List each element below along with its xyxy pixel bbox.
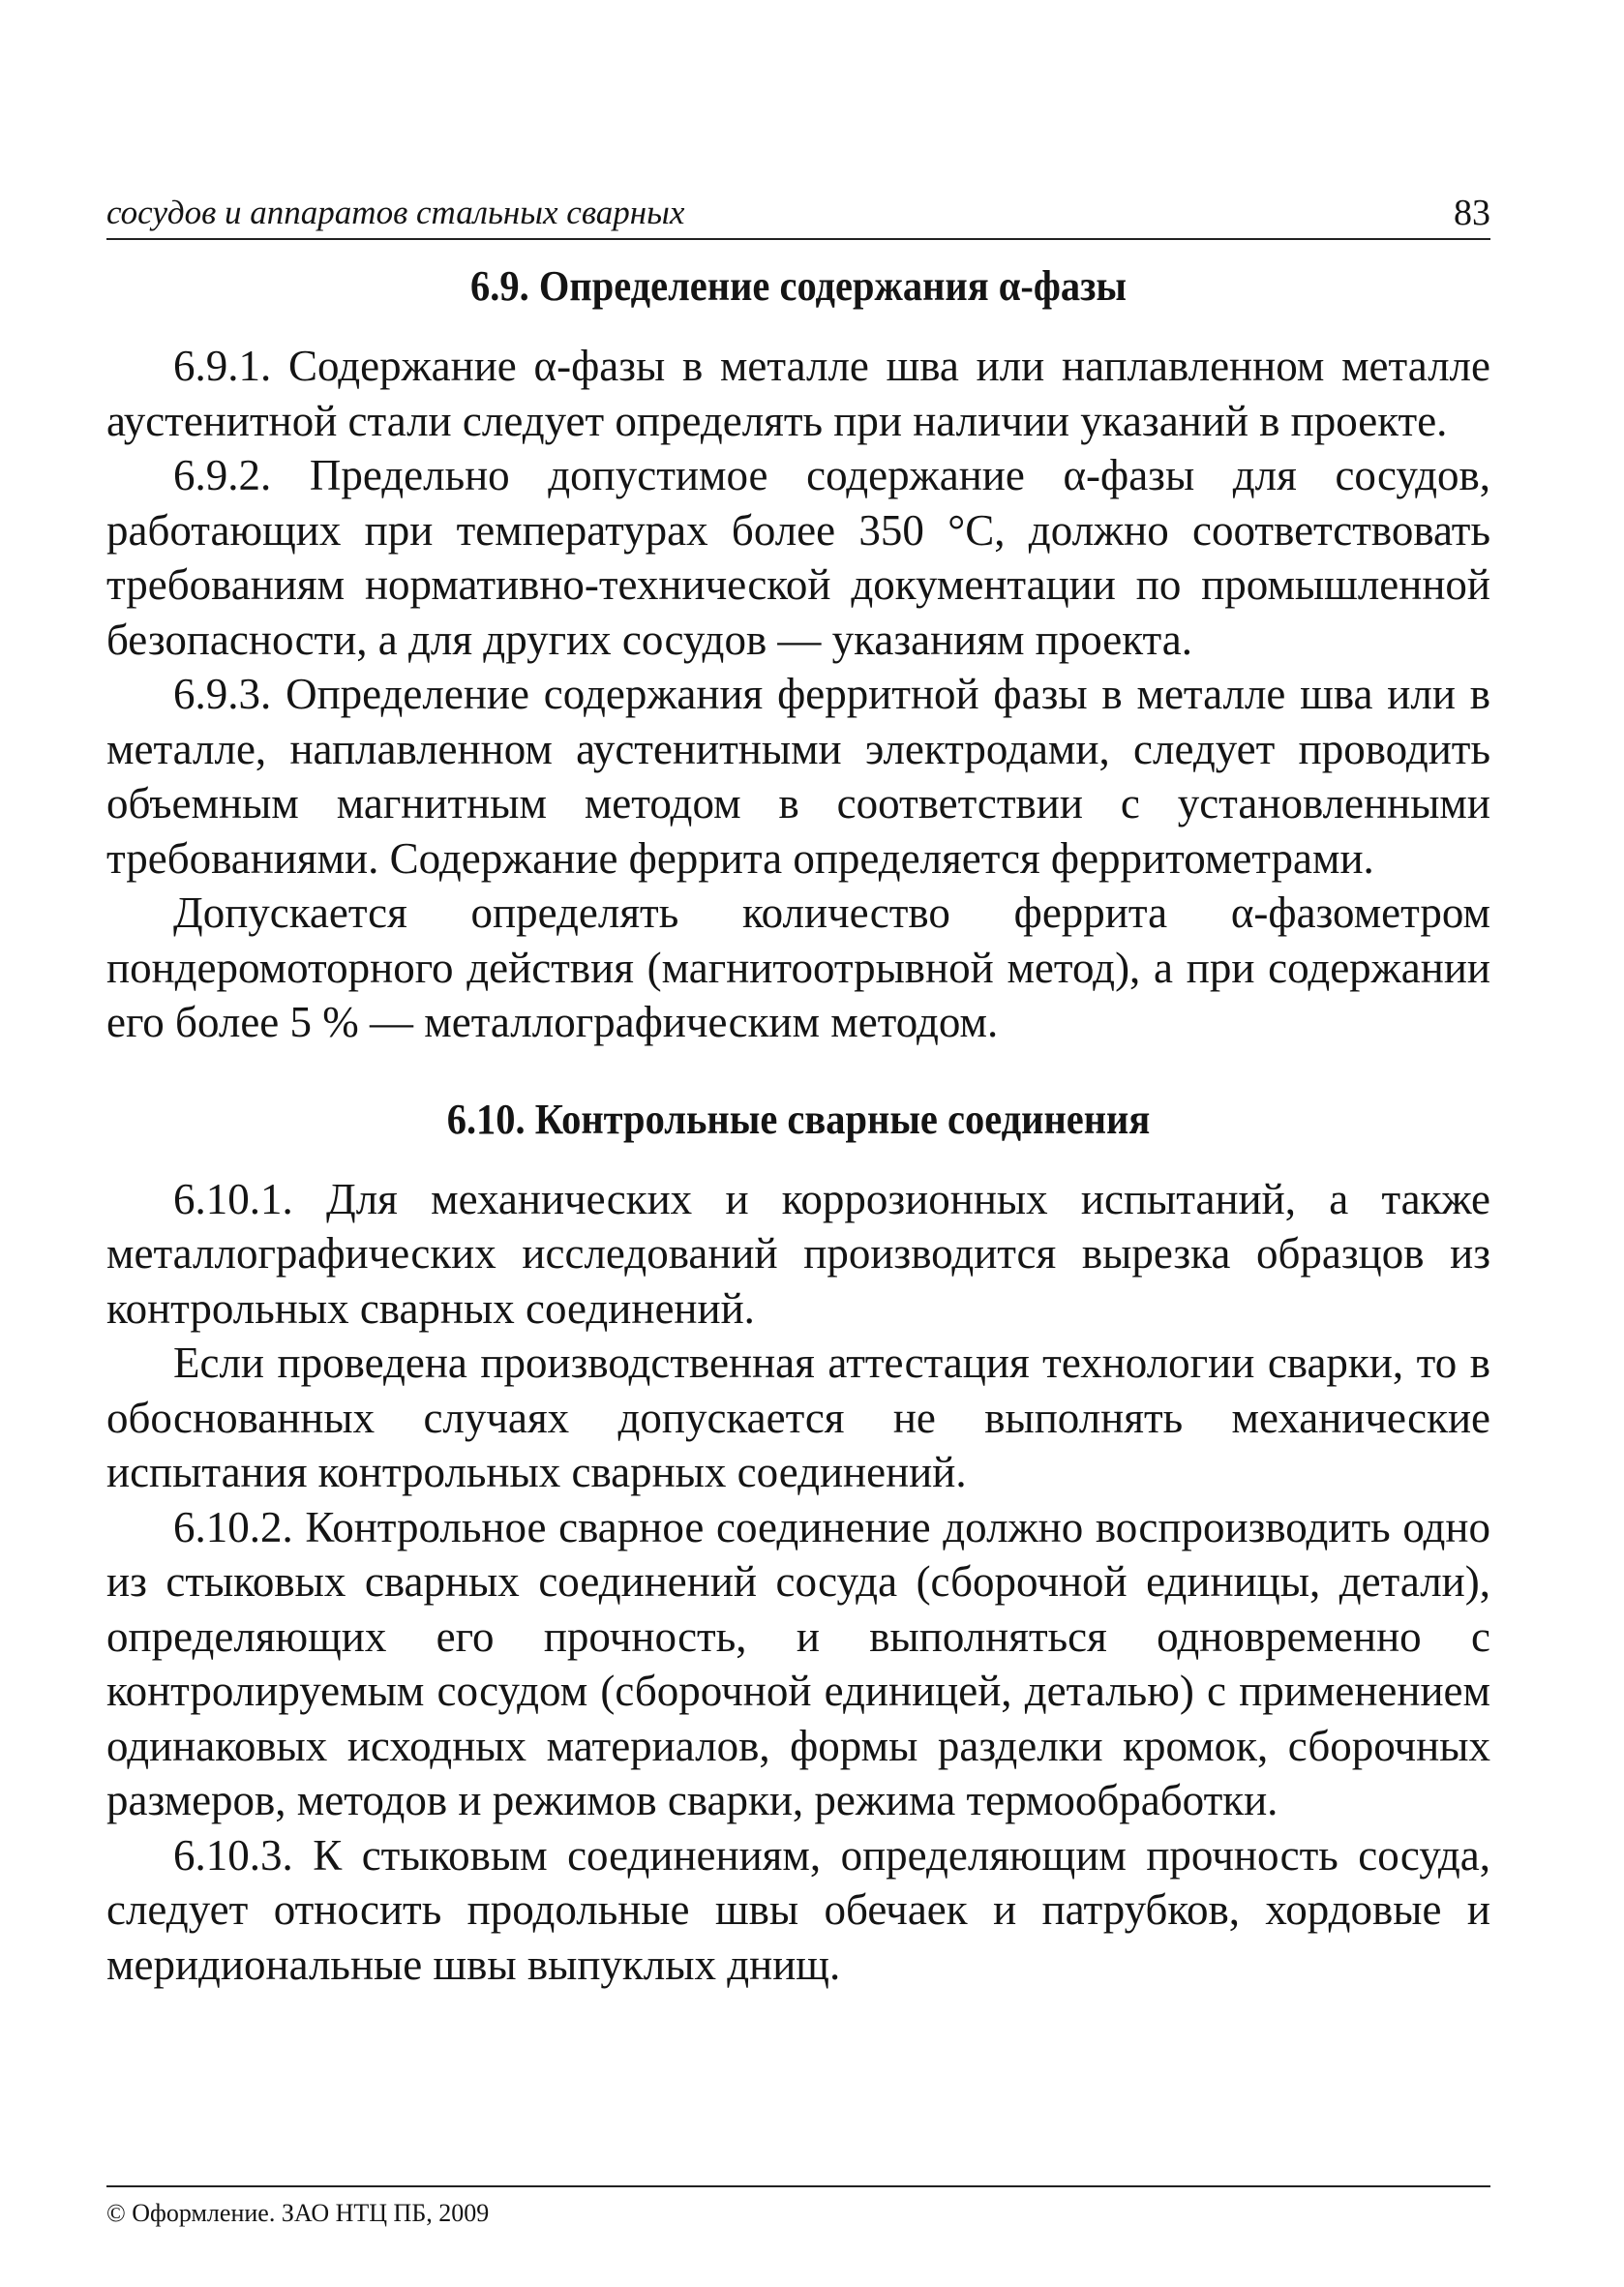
copyright-notice: © Оформление. ЗАО НТЦ ПБ, 2009 — [106, 2199, 490, 2227]
paragraph: Допускается определять количество феррита α-фазометром пондеромоторного действия (магнитоотрывной метод), а при содержании его более 5 % — металлографическим методом. — [106, 888, 1490, 1046]
paragraph: 6.10.1. Для механических и коррозионных испытаний, а также металлографических исследований производится вырезка образцов из контрольных сварных соединений. — [106, 1174, 1490, 1333]
running-title: сосудов и аппаратов стальных сварных — [106, 194, 685, 231]
paragraph: 6.9.3. Определение содержания ферритной фазы в металле шва или в металле, наплавленном аустенитными электродами, следует проводить объемным магнитным методом в соответствии с установленными требованиями. Содержание феррита определяется ферритометрами. — [106, 670, 1490, 883]
running-header — [106, 194, 1490, 240]
page-footer — [106, 2185, 1490, 2228]
paragraph: 6.9.2. Предельно допустимое содержание α-фазы для сосудов, работающих при температурах более 350 °С, должно соответствовать требованиям нормативно-технической документации по промышленной безопасности, а для других сосудов — указаниям проекта. — [106, 451, 1490, 664]
section-heading: 6.10. Контрольные сварные соединения — [446, 1095, 1151, 1143]
document-page — [106, 194, 1490, 1992]
section-6-9 — [106, 259, 1490, 1050]
paragraph: 6.9.1. Содержание α-фазы в металле шва или наплавленном металле аустенитной стали следует определять при наличии указаний в проекте. — [106, 342, 1490, 445]
section-heading: 6.9. Определение содержания α-фазы — [470, 262, 1127, 310]
paragraph: Если проведена производственная аттестация технологии сварки, то в обоснованных случаях допускается не выполнять механические испытания контрольных сварных соединений. — [106, 1339, 1490, 1496]
page-number: 83 — [1454, 193, 1490, 233]
paragraph: 6.10.3. К стыковым соединениям, определяющим прочность сосуда, следует относить продольные швы обечаек и патрубков, хордовые и меридиональные швы выпуклых днищ. — [106, 1830, 1490, 1989]
section-6-10 — [106, 1093, 1490, 1993]
paragraph: 6.10.2. Контрольное сварное соединение должно воспроизводить одно из стыковых сварных соединений сосуда (сборочной единицы, детали), определяющих его прочность, и выполняться одновременно с контролируемым сосудом (сборочной единицей, деталью) с применением одинаковых исходных материалов, формы разделки кромок, сборочных размеров, методов и режимов сварки, режима термообработки. — [106, 1502, 1490, 1824]
